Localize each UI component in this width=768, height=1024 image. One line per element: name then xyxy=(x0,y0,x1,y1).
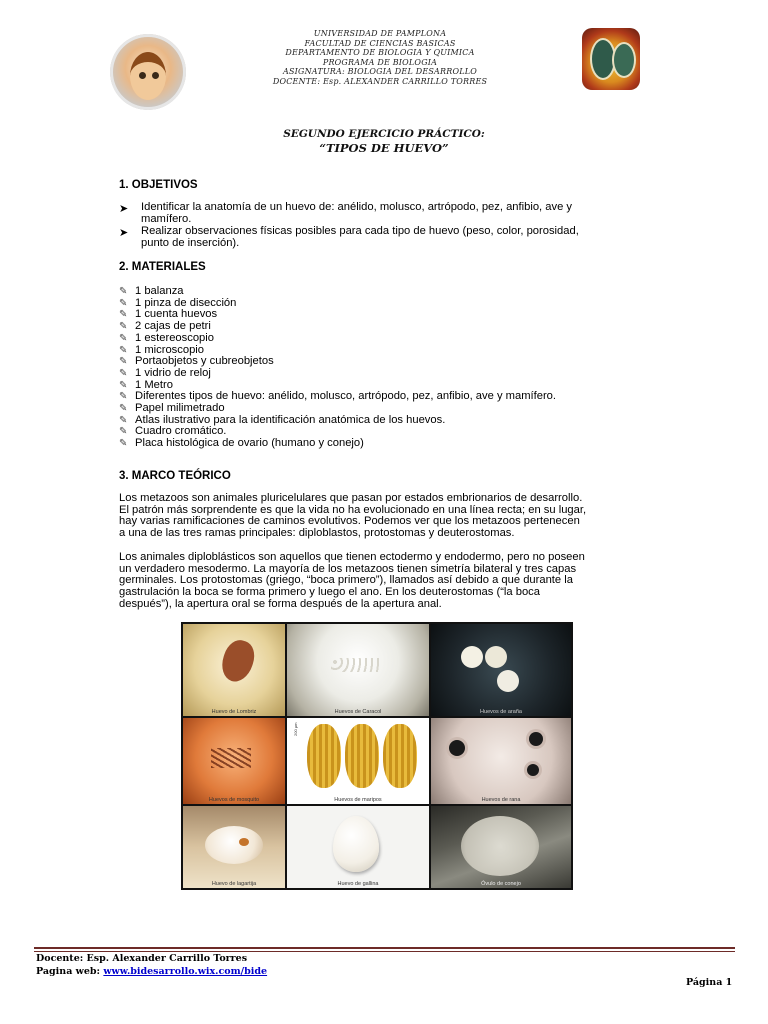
document-subtitle: “TIPOS DE HUEVO” xyxy=(319,141,449,155)
photo-caption: Huevo de lagartija xyxy=(211,881,257,887)
checkmark-bullet-icon: ✎ xyxy=(119,321,128,333)
list-item: ✎ Portaobjetos y cubreobjetos xyxy=(119,355,274,368)
checkmark-bullet-icon: ✎ xyxy=(119,438,128,450)
list-item: ✎ 1 pinza de disección xyxy=(119,296,237,309)
list-item: ✎ 1 estereoscopio xyxy=(119,331,214,344)
checkmark-bullet-icon: ✎ xyxy=(119,426,128,438)
snail-eggs-photo xyxy=(287,624,429,716)
egg-types-figure xyxy=(181,622,573,890)
footer-website xyxy=(36,966,267,977)
materials-list xyxy=(119,286,556,450)
list-item: ✎ Cuadro cromático. xyxy=(119,425,227,438)
objective-line: mamífero. xyxy=(141,213,192,225)
objective-line: punto de inserción). xyxy=(141,237,240,249)
list-item: ✎ 1 microscopio xyxy=(119,343,205,356)
scale-bar-label: 200 µm xyxy=(293,722,298,736)
lizard-egg-photo xyxy=(183,806,285,888)
photo-caption: Huevos de rana xyxy=(481,797,521,803)
checkmark-bullet-icon: ✎ xyxy=(119,356,128,368)
header-line: DOCENTE: Esp. ALEXANDER CARRILLO TORRES xyxy=(272,76,488,86)
checkmark-bullet-icon: ✎ xyxy=(119,344,128,356)
objective-item-2 xyxy=(141,226,649,238)
photo-caption: Huevo de gallina xyxy=(337,881,379,887)
checkmark-bullet-icon: ✎ xyxy=(119,403,128,415)
paragraph-1: Los metazoos son animales pluricelulares que pasan por estados embrionarios de desarrollo. El patrón más sorprendente es que la vida no ha evolucionado en una línea recta; en su lugar, hay varias ramificaciones de caminos evolutivos. Podemos ver que los metazoos pertenecen a una de las tres ramas principales: diploblastos, protostomas y deuterostomas. xyxy=(119,492,587,540)
list-item: ✎ 1 cuenta huevos xyxy=(119,308,218,321)
photo-caption: Huevos de maripos xyxy=(334,797,382,803)
list-item: ✎ 1 Metro xyxy=(119,378,173,391)
checkmark-bullet-icon: ✎ xyxy=(119,391,128,403)
website-link[interactable]: www.bidesarrollo.wix.com/bide xyxy=(103,966,268,977)
list-item: ✎ Papel milimetrado xyxy=(119,402,225,415)
footer-docente: Docente: Esp. Alexander Carrillo Torres xyxy=(36,953,248,964)
frog-eggs-photo xyxy=(431,718,571,804)
section-heading-materiales: 2. MATERIALES xyxy=(119,261,206,273)
list-item: ✎ 2 cajas de petri xyxy=(119,320,211,333)
objective-line: Identificar la anatomía de un huevo de: anélido, molusco, artrópodo, pez, anfibio, ave y xyxy=(141,201,572,213)
objective-item-1 xyxy=(141,202,649,214)
footer-web-label: Pagina web: xyxy=(36,966,104,977)
objective-line: Realizar observaciones físicas posibles para cada tipo de huevo (peso, color, porosidad, xyxy=(141,225,579,237)
section-heading-marco-teorico: 3. MARCO TEÓRICO xyxy=(119,470,231,482)
header-line: FACULTAD DE CIENCIAS BASICAS xyxy=(304,38,456,48)
checkmark-bullet-icon: ✎ xyxy=(119,332,128,344)
photo-caption: Óvulo de conejo xyxy=(481,881,521,887)
footer-rule xyxy=(34,951,735,952)
checkmark-bullet-icon: ✎ xyxy=(119,414,128,426)
paragraph-2: Los animales diploblásticos son aquellos que tienen ectodermo y endodermo, pero no poseen un verdadero mesodermo. La mayoría de los metazoos tienen simetría bilateral y tres capas germinales. Los protostomas (griego, “boca primero”), llamados así debido a que durante la gastrulación la boca se forma primero y luego el ano. En los deuterostomas (“la boca después”), la apertura oral se forma después de la apertura anal. xyxy=(119,551,585,610)
list-item: ✎ Placa histológica de ovario (humano y conejo) xyxy=(119,437,364,450)
university-mascot-logo xyxy=(110,34,186,110)
butterfly-eggs-photo xyxy=(287,718,429,804)
header-line: DEPARTAMENTO DE BIOLOGIA Y QUIMICA xyxy=(285,48,475,58)
institution-header xyxy=(230,29,530,87)
list-item: ✎ Atlas ilustrativo para la identificación anatómica de los huevos. xyxy=(119,413,446,426)
checkmark-bullet-icon: ✎ xyxy=(119,367,128,379)
embryo-logo xyxy=(582,28,640,90)
header-line: UNIVERSIDAD DE PAMPLONA xyxy=(313,29,447,38)
photo-caption: Huevo de Lombriz xyxy=(211,709,257,715)
photo-caption: Huevos de araña xyxy=(480,709,522,715)
arrow-bullet-icon: ➤ xyxy=(119,203,129,215)
photo-caption: Huevos de mosquito xyxy=(208,797,260,803)
earthworm-egg-photo xyxy=(183,624,285,716)
mosquito-eggs-photo xyxy=(183,718,285,804)
checkmark-bullet-icon: ✎ xyxy=(119,309,128,321)
checkmark-bullet-icon: ✎ xyxy=(119,286,128,297)
list-item: ✎ Diferentes tipos de huevo: anélido, molusco, artrópodo, pez, anfibio, ave y mamífero. xyxy=(119,390,557,403)
document-title: SEGUNDO EJERCICIO PRÁCTICO: xyxy=(283,128,485,140)
header-line: PROGRAMA DE BIOLOGIA xyxy=(322,57,438,67)
list-item: ✎ 1 balanza xyxy=(119,285,184,297)
section-heading-objetivos: 1. OBJETIVOS xyxy=(119,179,198,191)
checkmark-bullet-icon: ✎ xyxy=(119,379,128,391)
rabbit-ovum-photo xyxy=(431,806,571,888)
list-item: ✎ 1 vidrio de reloj xyxy=(119,366,211,379)
page-number: Página 1 xyxy=(686,977,733,988)
spider-eggs-photo xyxy=(431,624,571,716)
hen-egg-photo xyxy=(287,806,429,888)
photo-caption: Huevos de Caracol xyxy=(334,709,382,715)
header-line: ASIGNATURA: BIOLOGIA DEL DESARROLLO xyxy=(282,67,477,77)
footer-rule xyxy=(34,947,735,949)
checkmark-bullet-icon: ✎ xyxy=(119,297,128,309)
arrow-bullet-icon: ➤ xyxy=(119,227,129,239)
